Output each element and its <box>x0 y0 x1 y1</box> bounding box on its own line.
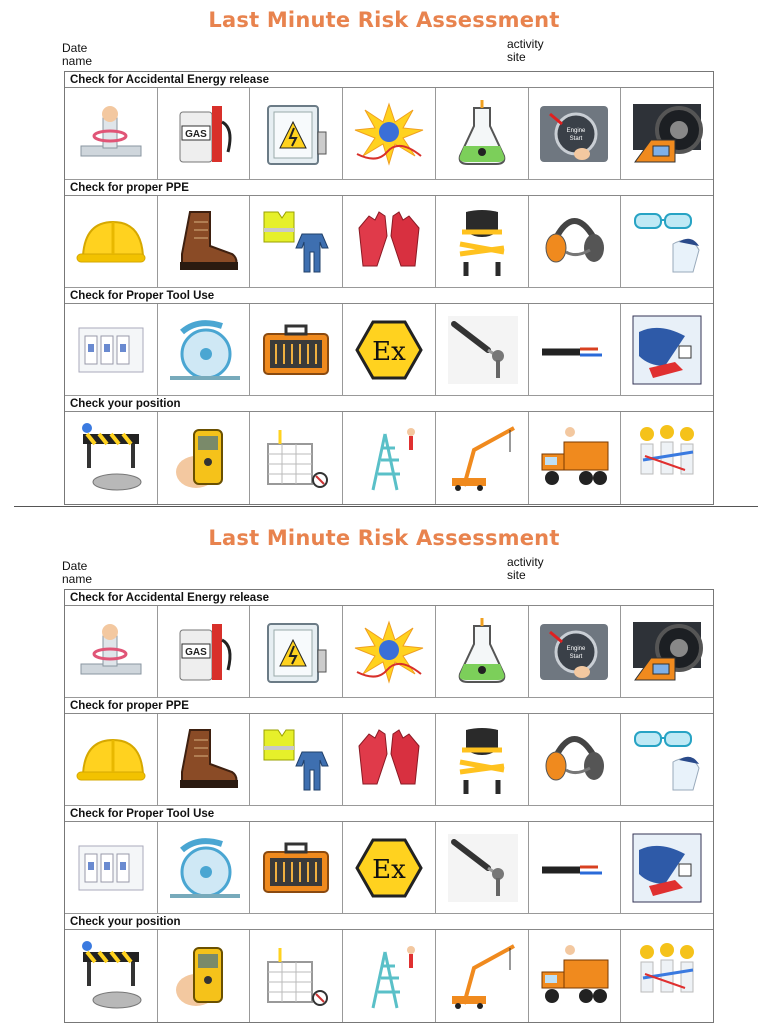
crane-icon <box>444 420 520 496</box>
barrier-manhole-icon <box>73 420 149 496</box>
icon-cell <box>158 822 251 913</box>
name-label: name <box>62 54 93 68</box>
icon-cell <box>343 822 436 913</box>
activity-site-labels <box>507 38 544 64</box>
section-heading: Check for Accidental Energy release <box>65 590 713 606</box>
icon-cell <box>436 606 529 697</box>
icon-cell <box>621 304 713 395</box>
svg-text:Engine: Engine <box>567 127 586 134</box>
icon-cell <box>343 714 436 805</box>
form-title: Last Minute Risk Assessment <box>208 8 560 32</box>
icon-cell <box>65 304 158 395</box>
screwdriver-icon <box>444 312 520 388</box>
icon-row <box>65 412 713 504</box>
dump-truck-icon <box>536 938 612 1014</box>
icon-cell <box>343 606 436 697</box>
icon-row <box>65 822 713 914</box>
icon-cell <box>343 196 436 287</box>
hi-vis-coverall-icon <box>258 722 334 798</box>
icon-cell <box>343 304 436 395</box>
icon-cell <box>436 412 529 504</box>
activity-label: activity <box>507 555 544 569</box>
section-heading: Check for Accidental Energy release <box>65 72 713 88</box>
icon-cell <box>250 196 343 287</box>
icon-cell <box>529 930 622 1022</box>
icon-row <box>65 196 713 288</box>
site-label: site <box>507 568 526 582</box>
icon-cell <box>343 88 436 179</box>
icon-cell <box>65 196 158 287</box>
icon-cell <box>158 606 251 697</box>
svg-text:Engine: Engine <box>567 645 586 652</box>
icon-cell <box>529 822 622 913</box>
icon-cell <box>436 196 529 287</box>
safety-glasses-face-shield-icon <box>629 204 705 280</box>
icon-cell <box>158 88 251 179</box>
circuit-breaker-icon <box>73 830 149 906</box>
electric-cable-icon <box>536 830 612 906</box>
hard-hat-icon <box>73 722 149 798</box>
safety-gloves-icon <box>351 204 427 280</box>
svg-text:Start: Start <box>570 135 583 142</box>
icon-cell <box>65 88 158 179</box>
safety-gloves-icon <box>351 722 427 798</box>
circular-saw-icon <box>166 830 242 906</box>
section-heading: Check for proper PPE <box>65 698 713 714</box>
icon-row <box>65 714 713 806</box>
date-name-labels <box>62 560 92 586</box>
icon-cell <box>529 606 622 697</box>
icon-cell <box>343 930 436 1022</box>
section-heading: Check for proper PPE <box>65 180 713 196</box>
ex-label: Ex <box>372 336 406 367</box>
icon-cell <box>65 930 158 1022</box>
activity-label: activity <box>507 37 544 51</box>
crane-icon <box>444 938 520 1014</box>
gas-label: GAS <box>184 646 207 658</box>
toolbox-icon <box>258 312 334 388</box>
toolbox-icon <box>258 830 334 906</box>
wheel-chock-icon <box>629 96 705 172</box>
icon-cell <box>158 930 251 1022</box>
pipe-valve-icon <box>73 96 149 172</box>
gas-detector-icon <box>166 420 242 496</box>
icon-cell <box>529 412 622 504</box>
electrical-panel-icon <box>258 614 334 690</box>
icon-cell <box>529 304 622 395</box>
gas-detector-icon <box>166 938 242 1014</box>
safety-harness-icon <box>444 722 520 798</box>
safety-harness-icon <box>444 204 520 280</box>
icon-cell <box>436 822 529 913</box>
date-name-labels <box>62 42 92 68</box>
icon-cell <box>436 304 529 395</box>
icon-cell <box>250 930 343 1022</box>
icon-cell <box>158 304 251 395</box>
icon-cell <box>65 714 158 805</box>
icon-cell <box>436 714 529 805</box>
icon-cell <box>65 606 158 697</box>
svg-text:Start: Start <box>570 653 583 660</box>
scaffold-ladder-icon <box>258 938 334 1014</box>
icon-cell <box>621 930 713 1022</box>
step-ladder-icon <box>351 420 427 496</box>
icon-cell <box>158 196 251 287</box>
engine-start-button-icon <box>536 614 612 690</box>
icon-row <box>65 930 713 1022</box>
safety-glasses-face-shield-icon <box>629 722 705 798</box>
site-label: site <box>507 50 526 64</box>
hard-hat-icon <box>73 204 149 280</box>
section-heading: Check for Proper Tool Use <box>65 806 713 822</box>
step-ladder-icon <box>351 938 427 1014</box>
hi-vis-coverall-icon <box>258 204 334 280</box>
wheel-chock-icon <box>629 614 705 690</box>
icon-cell <box>621 822 713 913</box>
gas-label: GAS <box>184 128 207 140</box>
date-label: Date <box>62 41 88 55</box>
explosion-icon <box>351 96 427 172</box>
icon-cell <box>343 412 436 504</box>
assessment-grid <box>64 71 714 505</box>
chemical-flask-icon <box>444 96 520 172</box>
activity-site-labels <box>507 556 544 582</box>
section-heading: Check your position <box>65 396 713 412</box>
pipe-valve-icon <box>73 614 149 690</box>
workers-group-icon <box>629 420 705 496</box>
gas-pump-icon <box>166 96 242 172</box>
ex-label: Ex <box>372 854 406 885</box>
page-divider <box>14 506 758 507</box>
icon-cell <box>250 606 343 697</box>
ex-atex-icon <box>351 312 427 388</box>
icon-cell <box>621 196 713 287</box>
chemical-flask-icon <box>444 614 520 690</box>
safety-boot-icon <box>166 722 242 798</box>
name-label: name <box>62 572 93 586</box>
icon-row <box>65 88 713 180</box>
electrical-panel-icon <box>258 96 334 172</box>
foot-pedal-icon <box>629 830 705 906</box>
icon-cell <box>250 304 343 395</box>
icon-cell <box>621 606 713 697</box>
section-heading: Check for Proper Tool Use <box>65 288 713 304</box>
barrier-manhole-icon <box>73 938 149 1014</box>
icon-cell <box>529 88 622 179</box>
icon-cell <box>65 822 158 913</box>
electric-cable-icon <box>536 312 612 388</box>
explosion-icon <box>351 614 427 690</box>
icon-row <box>65 606 713 698</box>
safety-boot-icon <box>166 204 242 280</box>
scaffold-ladder-icon <box>258 420 334 496</box>
icon-cell <box>436 88 529 179</box>
circuit-breaker-icon <box>73 312 149 388</box>
icon-cell <box>621 714 713 805</box>
foot-pedal-icon <box>629 312 705 388</box>
icon-cell <box>529 714 622 805</box>
icon-cell <box>529 196 622 287</box>
icon-cell <box>65 412 158 504</box>
icon-cell <box>621 88 713 179</box>
ear-defenders-icon <box>536 722 612 798</box>
icon-cell <box>621 412 713 504</box>
icon-cell <box>158 412 251 504</box>
screwdriver-icon <box>444 830 520 906</box>
icon-cell <box>250 822 343 913</box>
section-heading: Check your position <box>65 914 713 930</box>
icon-cell <box>250 412 343 504</box>
form-title: Last Minute Risk Assessment <box>208 526 560 550</box>
engine-start-button-icon <box>536 96 612 172</box>
workers-group-icon <box>629 938 705 1014</box>
icon-row <box>65 304 713 396</box>
assessment-grid <box>64 589 714 1023</box>
circular-saw-icon <box>166 312 242 388</box>
date-label: Date <box>62 559 88 573</box>
dump-truck-icon <box>536 420 612 496</box>
icon-cell <box>250 714 343 805</box>
ex-atex-icon <box>351 830 427 906</box>
gas-pump-icon <box>166 614 242 690</box>
icon-cell <box>436 930 529 1022</box>
ear-defenders-icon <box>536 204 612 280</box>
icon-cell <box>250 88 343 179</box>
icon-cell <box>158 714 251 805</box>
